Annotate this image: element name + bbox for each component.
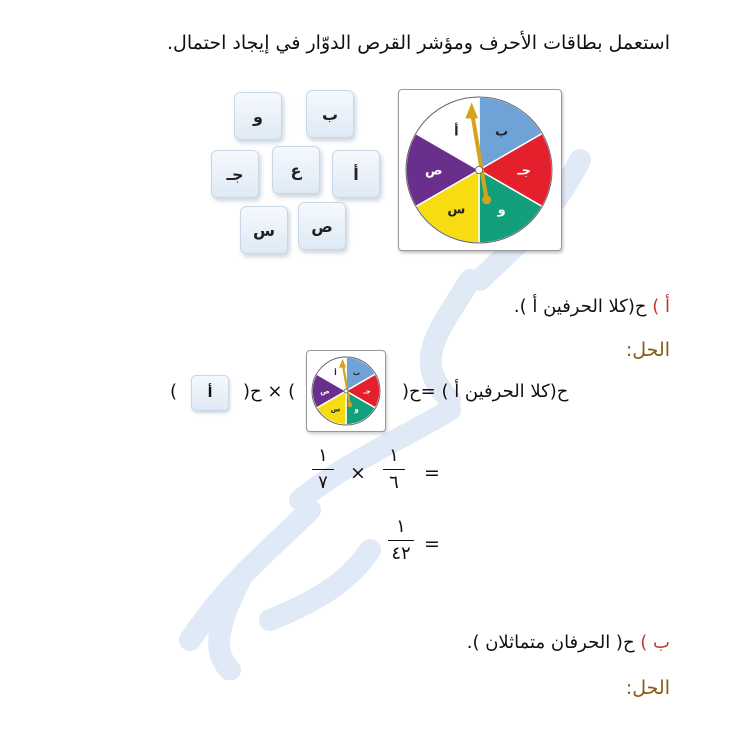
spinner-section-label: ب bbox=[495, 124, 509, 140]
part-a-letter: أ ) bbox=[652, 296, 670, 317]
spinner-section-label: جـ bbox=[363, 387, 371, 396]
solution-label-b: الحل: bbox=[625, 677, 670, 699]
spinner-section-label: و bbox=[354, 405, 359, 414]
spinner-section-label: ص bbox=[424, 163, 443, 179]
times-sign: × bbox=[350, 462, 366, 484]
equation-spinner-frame bbox=[306, 350, 386, 432]
part-a-text: ح(كلا الحرفين أ ). bbox=[513, 296, 647, 317]
letter-card: ب bbox=[306, 90, 354, 138]
fraction-result bbox=[388, 518, 414, 563]
part-a-question bbox=[514, 296, 670, 317]
spinner-section-label: ب bbox=[353, 369, 361, 378]
spinner-section-label: س bbox=[447, 202, 466, 218]
spinner-section-label: ص bbox=[320, 387, 330, 396]
fraction-denominator: ٧ bbox=[318, 472, 328, 493]
equation-spinner-disc bbox=[307, 351, 385, 431]
equation-mid: ) × ح( bbox=[243, 381, 296, 402]
fraction-numerator: ١ bbox=[318, 445, 328, 466]
equation-letter-card: أ bbox=[191, 375, 229, 411]
letter-card: أ bbox=[332, 150, 380, 198]
letter-card: جـ bbox=[211, 150, 259, 198]
spinner-section-label: و bbox=[497, 202, 506, 218]
part-b-text: ح( الحرفان متماثلان ). bbox=[466, 632, 635, 653]
fraction-numerator: ١ bbox=[396, 516, 406, 537]
spinner-disc bbox=[399, 90, 561, 250]
fraction-denominator: ٦ bbox=[389, 472, 399, 493]
letter-card: س bbox=[240, 206, 288, 254]
fraction-one-seventh bbox=[312, 447, 334, 492]
letter-card: و bbox=[234, 92, 282, 140]
fraction-denominator: ٤٢ bbox=[391, 543, 411, 564]
equals-sign: = bbox=[424, 462, 440, 484]
spinner-section-label: أ bbox=[454, 124, 459, 140]
letter-card: ص bbox=[298, 202, 346, 250]
equation-lhs: ح(كلا الحرفين أ ) =ح( bbox=[402, 381, 569, 402]
fraction-bar bbox=[388, 540, 414, 541]
fraction-bar bbox=[383, 469, 405, 470]
spinner-section-label: أ bbox=[334, 369, 337, 378]
spinner-section-label: جـ bbox=[517, 163, 532, 179]
equals-sign: = bbox=[424, 533, 440, 555]
solution-label-a: الحل: bbox=[625, 339, 670, 361]
part-b-question bbox=[467, 632, 670, 653]
spinner-section-label: س bbox=[330, 405, 341, 414]
instruction-text: استعمل بطاقات الأحرف ومؤشر القرص الدوّار في إيجاد احتمال. bbox=[167, 32, 670, 54]
equation-close: ) bbox=[170, 381, 178, 402]
fraction-numerator: ١ bbox=[389, 445, 399, 466]
fraction-one-sixth bbox=[383, 447, 405, 492]
part-b-letter: ب ) bbox=[640, 632, 670, 653]
spinner-frame bbox=[398, 89, 562, 251]
letter-card: ع bbox=[272, 146, 320, 194]
fraction-bar bbox=[312, 469, 334, 470]
